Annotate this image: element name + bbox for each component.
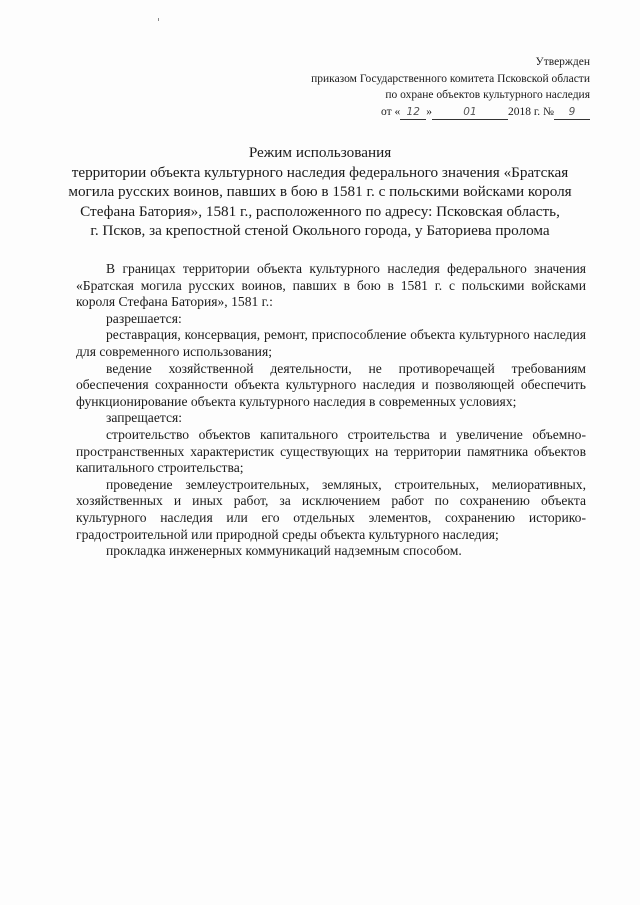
date-month-handwritten: 01 [432,106,508,120]
approval-title: Утвержден [535,56,590,68]
date-mid: » [426,105,432,118]
title-line-2: территории объекта культурного наследия федерального значения «Братская [71,163,569,181]
scan-artifact [158,18,159,21]
order-number-handwritten: 9 [554,106,590,120]
document-body [76,261,586,560]
allowed-label: разрешается: [106,310,182,326]
title-line-3: могила русских воинов, павших в бою в 1581 г. с польскими войсками короля [68,183,572,201]
date-day-handwritten: 12 [400,106,426,120]
approval-block [311,54,590,120]
title-heading: Режим использования [248,144,392,161]
title-line-5: г. Псков, за крепостной стеной Окольного города, у Баториева пролома [90,222,550,240]
forbidden-label: запрещается: [106,410,183,426]
title-line-4: Стефана Батория», 1581 г., расположенного по адресу: Псковская область, [80,202,560,220]
intro-paragraph: В границах территории объекта культурного наследия федерального значения «Братская могила русских воинов, павших в бою в 1581 г. с польскими войсками короля Стефана Батория», 1581 г.: [76,261,586,310]
allowed-item: реставрация, консервация, ремонт, приспособление объекта культурного наследия для современного использования; [76,327,586,359]
document-title [60,143,580,241]
approval-committee-line: по охране объектов культурного наследия [385,89,590,101]
date-year: 2018 г. № [507,105,554,118]
forbidden-item: прокладка инженерных коммуникаций надземным способом. [106,543,462,559]
approval-order-line: приказом Государственного комитета Псковской области [311,72,590,85]
approval-date-line [311,104,590,121]
forbidden-item: проведение землеустроительных, земляных, строительных, мелиоративных, хозяйственных и иных работ, за исключением работ по сохранению объекта культурного наследия или его отдельных элементов, сохранению историко-градостроительной или природной среды объекта культурного наследия; [76,476,586,542]
allowed-item: ведение хозяйственной деятельности, не противоречащей требованиям обеспечения сохранности объекта культурного наследия и позволяющей обеспечить функционирование объекта культурного наследия в современных условиях; [76,360,586,409]
date-prefix: от « [380,105,401,118]
forbidden-item: строительство объектов капитального строительства и увеличение объемно-пространственных характеристик существующих на территории памятника объектов капитального строительства; [76,426,586,476]
